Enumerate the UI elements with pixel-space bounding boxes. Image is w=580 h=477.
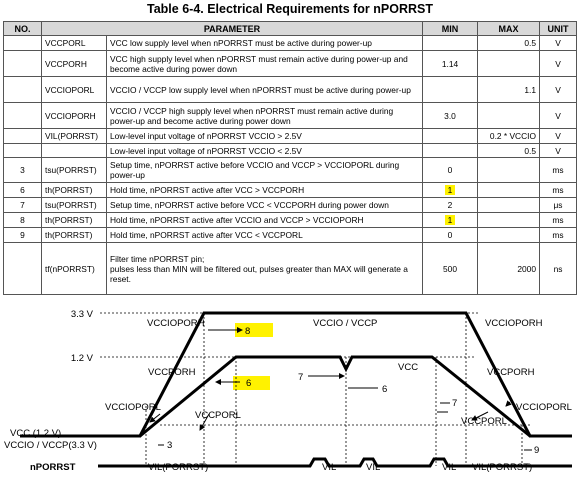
label-vccioporl-left: VCCIOPORL <box>105 402 161 413</box>
cell-sym: th(PORRST) <box>42 228 107 243</box>
table-row <box>4 198 577 213</box>
header-max: MAX <box>478 22 540 36</box>
highlighted-min-value: 1 <box>445 185 456 195</box>
table-row <box>4 144 577 158</box>
cell-sym: VCCPORL <box>42 36 107 51</box>
label-vccporl-left: VCCPORL <box>195 410 241 421</box>
cell-max <box>478 198 540 213</box>
cell-unit: ms <box>540 228 577 243</box>
label-timing-6b: 6 <box>382 384 388 395</box>
cell-desc: Filter time nPORRST pin; pulses less than MIN will be filtered out, pulses greater than MAX will generate a reset. <box>107 243 423 295</box>
cell-min <box>423 77 478 103</box>
cell-desc: Hold time, nPORRST active after VCC < VCCPORL <box>107 228 423 243</box>
label-vil-3: VIL <box>442 462 457 473</box>
cell-sym: th(PORRST) <box>42 213 107 228</box>
cell-max: 1.1 <box>478 77 540 103</box>
label-vccio-vccp: VCCIO / VCCP <box>313 318 378 329</box>
highlight-6 <box>233 376 270 390</box>
cell-unit: ms <box>540 213 577 228</box>
cell-min <box>423 183 478 198</box>
cell-max: 0.5 <box>478 36 540 51</box>
cell-unit: V <box>540 36 577 51</box>
cell-max: 0.2 * VCCIO <box>478 129 540 144</box>
label-vccporh-right: VCCPORH <box>487 367 535 378</box>
table-row <box>4 103 577 129</box>
table-row <box>4 158 577 183</box>
cell-sym: VCCIOPORH <box>42 103 107 129</box>
label-timing-9: 9 <box>534 445 540 456</box>
cell-max <box>478 213 540 228</box>
cell-max <box>478 103 540 129</box>
table-row <box>4 36 577 51</box>
cell-min <box>423 36 478 51</box>
cell-unit: μs <box>540 198 577 213</box>
table-row <box>4 129 577 144</box>
cell-desc: VCC high supply level when nPORRST must remain active during power-up and become active during power down <box>107 51 423 77</box>
cell-min <box>423 144 478 158</box>
cell-no <box>4 36 42 51</box>
cell-sym: tsu(PORRST) <box>42 158 107 183</box>
table-row <box>4 51 577 77</box>
cell-no <box>4 243 42 295</box>
table-row <box>4 77 577 103</box>
cell-min: 2 <box>423 198 478 213</box>
cell-unit: V <box>540 77 577 103</box>
label-vccio-3v3: VCCIO / VCCP(3.3 V) <box>4 440 97 451</box>
label-vccioporh-left: VCCIOPORH <box>147 318 205 329</box>
cell-min: 1.14 <box>423 51 478 77</box>
label-vccporh-left: VCCPORH <box>148 367 196 378</box>
label-nporrst: nPORRST <box>30 462 76 473</box>
table-title: Table 6-4. Electrical Requirements for nPORRST <box>147 2 433 16</box>
cell-min: 0 <box>423 228 478 243</box>
cell-min: 3.0 <box>423 103 478 129</box>
highlighted-min-value: 1 <box>445 215 456 225</box>
cell-min: 0 <box>423 158 478 183</box>
cell-no <box>4 103 42 129</box>
cell-no <box>4 144 42 158</box>
cell-max: 0.5 <box>478 144 540 158</box>
label-3v3: 3.3 V <box>70 309 93 320</box>
header-min: MIN <box>423 22 478 36</box>
cell-sym <box>42 144 107 158</box>
cell-unit: V <box>540 51 577 77</box>
cell-desc: Setup time, nPORRST active before VCC < VCCPORH during power down <box>107 198 423 213</box>
header-parameter: PARAMETER <box>42 22 423 36</box>
cell-unit: V <box>540 103 577 129</box>
label-vil-porrst-right: VIL(PORRST) <box>472 462 533 473</box>
cell-desc: Low-level input voltage of nPORRST VCCIO < 2.5V <box>107 144 423 158</box>
cell-max <box>478 228 540 243</box>
cell-desc: Hold time, nPORRST active after VCC > VCCPORH <box>107 183 423 198</box>
label-vccioporl-right: VCCIOPORL <box>516 402 572 413</box>
label-vcc: VCC <box>398 362 419 373</box>
cell-max: 2000 <box>478 243 540 295</box>
cell-desc: Setup time, nPORRST active before VCCIO and VCCP > VCCIOPORL during power-up <box>107 158 423 183</box>
label-vil-1: VIL <box>322 462 337 473</box>
cell-max <box>478 51 540 77</box>
header-unit: UNIT <box>540 22 577 36</box>
cell-desc: Hold time, nPORRST active after VCCIO and VCCP > VCCIOPORH <box>107 213 423 228</box>
cell-no: 8 <box>4 213 42 228</box>
label-timing-3: 3 <box>167 440 173 451</box>
label-timing-7b: 7 <box>452 398 458 409</box>
cell-unit: V <box>540 129 577 144</box>
electrical-requirements-table <box>3 21 577 295</box>
label-vccporl-right: VCCPORL <box>461 416 507 427</box>
label-vil-porrst-left: VIL(PORRST) <box>148 462 209 473</box>
cell-desc: VCCIO / VCCP high supply level when nPORRST must remain active during power-up and become active during power down <box>107 103 423 129</box>
cell-unit: ms <box>540 183 577 198</box>
label-vil-2: VIL <box>366 462 381 473</box>
table-header-row <box>4 22 577 36</box>
cell-no: 9 <box>4 228 42 243</box>
timing-diagram <box>0 302 580 477</box>
table-row <box>4 213 577 228</box>
cell-sym: tf(nPORRST) <box>42 243 107 295</box>
cell-no <box>4 129 42 144</box>
cell-max <box>478 158 540 183</box>
cell-sym: th(PORRST) <box>42 183 107 198</box>
header-no: NO. <box>4 22 42 36</box>
cell-no <box>4 77 42 103</box>
label-vcc-1v2: VCC (1.2 V) <box>10 428 62 439</box>
label-timing-6: 6 <box>246 378 252 389</box>
cell-no: 7 <box>4 198 42 213</box>
cell-max <box>478 183 540 198</box>
cell-sym: tsu(PORRST) <box>42 198 107 213</box>
table-row <box>4 183 577 198</box>
label-vccioporh-right: VCCIOPORH <box>485 318 543 329</box>
cell-unit: V <box>540 144 577 158</box>
cell-unit: ns <box>540 243 577 295</box>
cell-desc: Low-level input voltage of nPORRST VCCIO > 2.5V <box>107 129 423 144</box>
cell-unit: ms <box>540 158 577 183</box>
cell-sym: VIL(PORRST) <box>42 129 107 144</box>
cell-no: 3 <box>4 158 42 183</box>
cell-min <box>423 213 478 228</box>
label-timing-8: 8 <box>245 326 251 337</box>
cell-no: 6 <box>4 183 42 198</box>
label-timing-7a: 7 <box>298 372 304 383</box>
cell-desc: VCCIO / VCCP low supply level when nPORRST must be active during power-up <box>107 77 423 103</box>
cell-sym: VCCIOPORL <box>42 77 107 103</box>
cell-no <box>4 51 42 77</box>
table-row <box>4 228 577 243</box>
table-row <box>4 243 577 295</box>
label-1v2: 1.2 V <box>70 353 93 364</box>
cell-sym: VCCPORH <box>42 51 107 77</box>
cell-min <box>423 129 478 144</box>
cell-min: 500 <box>423 243 478 295</box>
cell-desc: VCC low supply level when nPORRST must be active during power-up <box>107 36 423 51</box>
